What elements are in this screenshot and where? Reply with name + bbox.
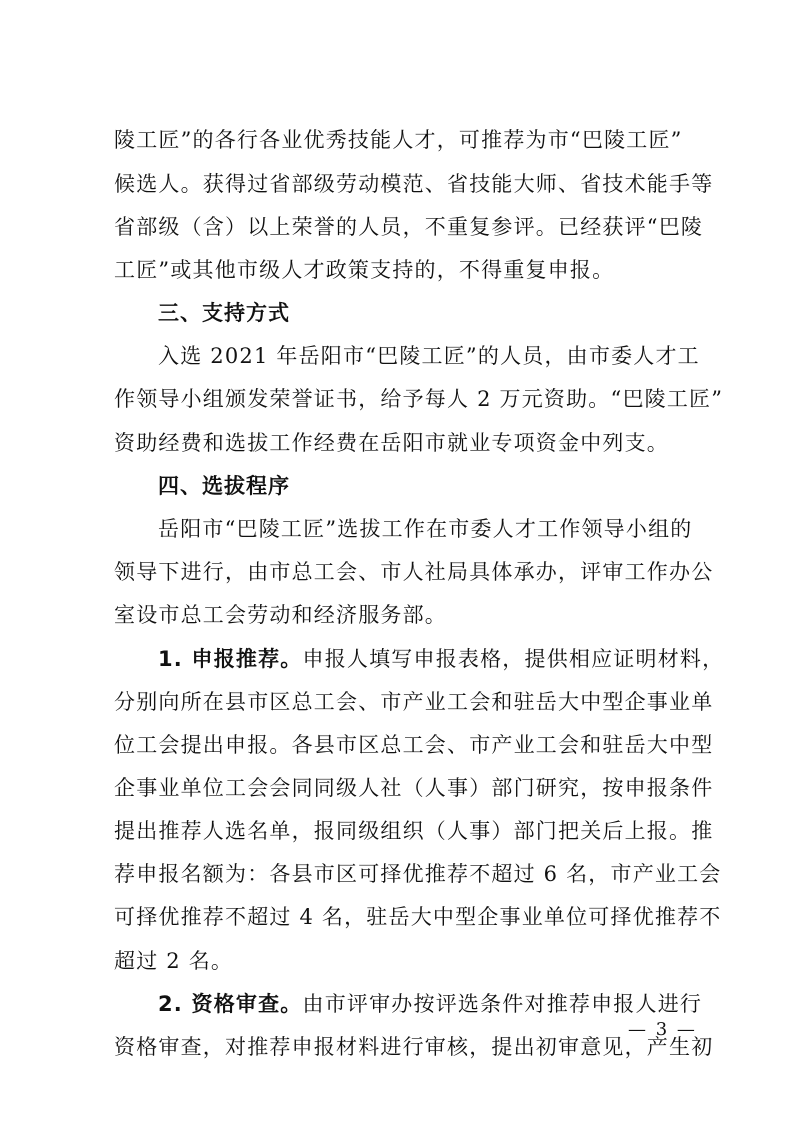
body-text-line: 作领导小组颁发荣誉证书，给予每人 2 万元资助。“巴陵工匠” bbox=[114, 387, 724, 411]
step-2-text: 由市评审办按评选条件对推荐申报人进行 bbox=[302, 992, 703, 1016]
body-text-line: 省部级（含）以上荣誉的人员，不重复参评。已经获评“巴陵 bbox=[114, 215, 704, 239]
body-text-line: 岳阳市“巴陵工匠”选拔工作在市委人才工作领导小组的 bbox=[158, 517, 693, 541]
body-text-line: 入选 2021 年岳阳市“巴陵工匠”的人员，由市委人才工 bbox=[158, 344, 700, 368]
body-text-line: 可择优推荐不超过 4 名，驻岳大中型企事业单位可择优推荐不 bbox=[114, 905, 722, 929]
body-text-line: 候选人。获得过省部级劳动模范、省技能大师、省技术能手等 bbox=[114, 172, 714, 196]
step-2-line bbox=[158, 988, 702, 1020]
body-text-line: 超过 2 名。 bbox=[114, 949, 234, 973]
body-text-line: 领导下进行，由市总工会、市人社局具体承办，评审工作办公 bbox=[114, 560, 714, 584]
section-heading-support: 三、支持方式 bbox=[158, 301, 290, 325]
body-text-line: 提出推荐人选名单，报同级组织（人事）部门把关后上报。推 bbox=[114, 819, 714, 843]
body-text-line: 资助经费和选拔工作经费在岳阳市就业专项资金中列支。 bbox=[114, 431, 669, 455]
step-1-title: 1. 申报推荐。 bbox=[158, 647, 303, 671]
page-number: — 3 — bbox=[628, 1019, 697, 1040]
body-text-line: 分别向所在县市区总工会、市产业工会和驻岳大中型企事业单 bbox=[114, 690, 714, 714]
step-2-title: 2. 资格审查。 bbox=[158, 992, 303, 1016]
body-text-line: 陵工匠”的各行各业优秀技能人才，可推荐为市“巴陵工匠” bbox=[114, 128, 683, 152]
step-1-text: 申报人填写申报表格，提供相应证明材料， bbox=[302, 647, 725, 671]
step-1-line bbox=[158, 643, 724, 675]
body-text-line: 位工会提出申报。各县市区总工会、市产业工会和驻岳大中型 bbox=[114, 733, 714, 757]
body-text-line: 企事业单位工会会同同级人社（人事）部门研究，按申报条件 bbox=[114, 776, 714, 800]
section-heading-procedure: 四、选拔程序 bbox=[158, 474, 290, 498]
body-text-line: 资格审查，对推荐申报材料进行审核，提出初审意见，产生初 bbox=[114, 1035, 714, 1059]
body-text-line: 工匠”或其他市级人才政策支持的，不得重复申报。 bbox=[114, 258, 615, 282]
body-text-line: 室设市总工会劳动和经济服务部。 bbox=[114, 603, 447, 627]
body-text-line: 荐申报名额为：各县市区可择优推荐不超过 6 名，市产业工会 bbox=[114, 862, 722, 886]
